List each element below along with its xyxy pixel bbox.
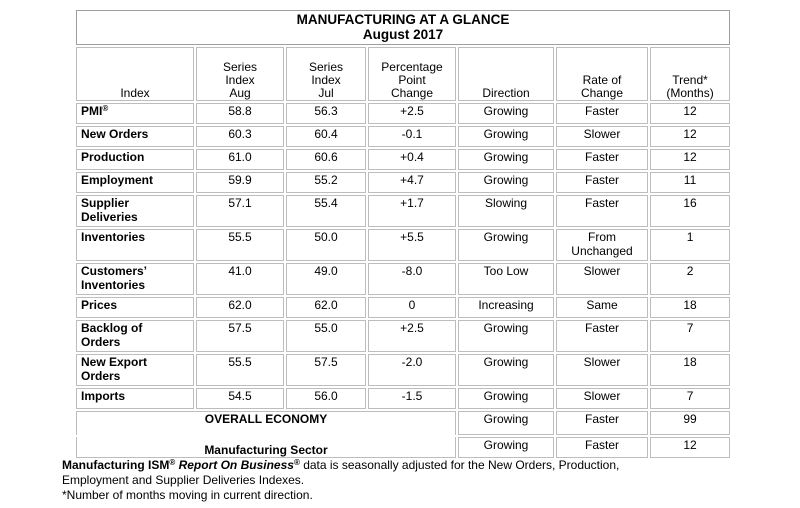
cell-aug: 41.0 [196, 263, 284, 295]
table-row [76, 126, 730, 147]
cell-aug: 60.3 [196, 126, 284, 147]
cell-trend: 16 [650, 195, 730, 227]
sector-direction: Growing [458, 437, 554, 458]
cell-direction: Growing [458, 388, 554, 409]
table-title-cell [76, 10, 730, 45]
cell-change: +2.5 [368, 320, 456, 352]
manufacturing-table-sheet [74, 8, 724, 460]
table-row [76, 320, 730, 352]
cell-jul: 55.0 [286, 320, 366, 352]
cell-direction: Increasing [458, 297, 554, 318]
footnote-line-2: Employment and Supplier Deliveries Indexes. [62, 473, 305, 487]
cell-trend: 12 [650, 103, 730, 124]
overall-direction: Growing [458, 411, 554, 435]
header-index: Index [76, 47, 194, 101]
cell-change: -8.0 [368, 263, 456, 295]
cell-direction: Growing [458, 172, 554, 193]
cell-jul: 56.0 [286, 388, 366, 409]
cell-aug: 57.5 [196, 320, 284, 352]
cell-change: -0.1 [368, 126, 456, 147]
overall-trend: 99 [650, 411, 730, 435]
index-name: Supplier Deliveries [76, 195, 194, 227]
footnote-line-3: *Number of months moving in current direction. [62, 488, 313, 502]
cell-direction: Slowing [458, 195, 554, 227]
index-name: New Export Orders [76, 354, 194, 386]
cell-trend: 7 [650, 388, 730, 409]
index-name: New Orders [76, 126, 194, 147]
cell-jul: 60.4 [286, 126, 366, 147]
cell-jul: 55.4 [286, 195, 366, 227]
cell-aug: 57.1 [196, 195, 284, 227]
table-row [76, 263, 730, 295]
table-row [76, 149, 730, 170]
header-row [76, 47, 730, 101]
manufacturing-sector-row [76, 437, 730, 458]
cell-aug: 58.8 [196, 103, 284, 124]
sector-trend: 12 [650, 437, 730, 458]
index-name: Prices [76, 297, 194, 318]
cell-rate: From Unchanged [556, 229, 648, 261]
cell-aug: 55.5 [196, 354, 284, 386]
cell-aug: 61.0 [196, 149, 284, 170]
table-row [76, 354, 730, 386]
cell-direction: Growing [458, 354, 554, 386]
footnote-line-1: Manufacturing ISM® Report On Business® data is seasonally adjusted for the New Orders, Production, [62, 458, 620, 472]
cell-trend: 1 [650, 229, 730, 261]
index-name: Customers’ Inventories [76, 263, 194, 295]
cell-direction: Growing [458, 229, 554, 261]
cell-trend: 12 [650, 149, 730, 170]
cell-jul: 62.0 [286, 297, 366, 318]
header-trend: Trend* (Months) [650, 47, 730, 101]
cell-aug: 54.5 [196, 388, 284, 409]
cell-change: -1.5 [368, 388, 456, 409]
glance-table [74, 8, 732, 460]
cell-rate: Faster [556, 103, 648, 124]
table-row [76, 195, 730, 227]
table-row [76, 172, 730, 193]
cell-trend: 2 [650, 263, 730, 295]
title-row [76, 10, 730, 45]
cell-rate: Slower [556, 354, 648, 386]
cell-rate: Slower [556, 388, 648, 409]
cell-rate: Faster [556, 320, 648, 352]
cell-rate: Faster [556, 149, 648, 170]
cell-aug: 59.9 [196, 172, 284, 193]
cell-jul: 60.6 [286, 149, 366, 170]
cell-rate: Same [556, 297, 648, 318]
cell-change: +4.7 [368, 172, 456, 193]
cell-change: +0.4 [368, 149, 456, 170]
manufacturing-sector-label: Manufacturing Sector [76, 437, 456, 458]
table-subtitle: August 2017 [362, 27, 444, 42]
cell-change: 0 [368, 297, 456, 318]
overall-economy-label: OVERALL ECONOMY [76, 411, 456, 435]
cell-jul: 57.5 [286, 354, 366, 386]
cell-aug: 62.0 [196, 297, 284, 318]
cell-direction: Growing [458, 103, 554, 124]
cell-trend: 18 [650, 354, 730, 386]
header-rate: Rate of Change [556, 47, 648, 101]
cell-direction: Growing [458, 126, 554, 147]
cell-rate: Slower [556, 263, 648, 295]
overall-economy-row [76, 411, 730, 435]
cell-trend: 11 [650, 172, 730, 193]
cell-jul: 56.3 [286, 103, 366, 124]
index-name: Employment [76, 172, 194, 193]
cell-trend: 18 [650, 297, 730, 318]
header-direction: Direction [458, 47, 554, 101]
overall-rate: Faster [556, 411, 648, 435]
cell-jul: 49.0 [286, 263, 366, 295]
cell-change: -2.0 [368, 354, 456, 386]
cell-direction: Too Low [458, 263, 554, 295]
cell-direction: Growing [458, 320, 554, 352]
index-name: PMI® [76, 103, 194, 124]
table-row [76, 297, 730, 318]
cell-jul: 50.0 [286, 229, 366, 261]
table-title: MANUFACTURING AT A GLANCE [296, 12, 510, 27]
cell-rate: Faster [556, 172, 648, 193]
index-name: Production [76, 149, 194, 170]
index-name: Imports [76, 388, 194, 409]
header-aug: Series Index Aug [196, 47, 284, 101]
cell-rate: Faster [556, 195, 648, 227]
cell-trend: 12 [650, 126, 730, 147]
cell-trend: 7 [650, 320, 730, 352]
table-row [76, 388, 730, 409]
header-jul: Series Index Jul [286, 47, 366, 101]
table-row [76, 229, 730, 261]
cell-direction: Growing [458, 149, 554, 170]
cell-rate: Slower [556, 126, 648, 147]
index-name: Backlog of Orders [76, 320, 194, 352]
sector-rate: Faster [556, 437, 648, 458]
header-change: Percentage Point Change [368, 47, 456, 101]
index-name: Inventories [76, 229, 194, 261]
table-row [76, 103, 730, 124]
cell-aug: 55.5 [196, 229, 284, 261]
cell-change: +2.5 [368, 103, 456, 124]
cell-change: +5.5 [368, 229, 456, 261]
footnotes [62, 458, 762, 503]
cell-change: +1.7 [368, 195, 456, 227]
cell-jul: 55.2 [286, 172, 366, 193]
